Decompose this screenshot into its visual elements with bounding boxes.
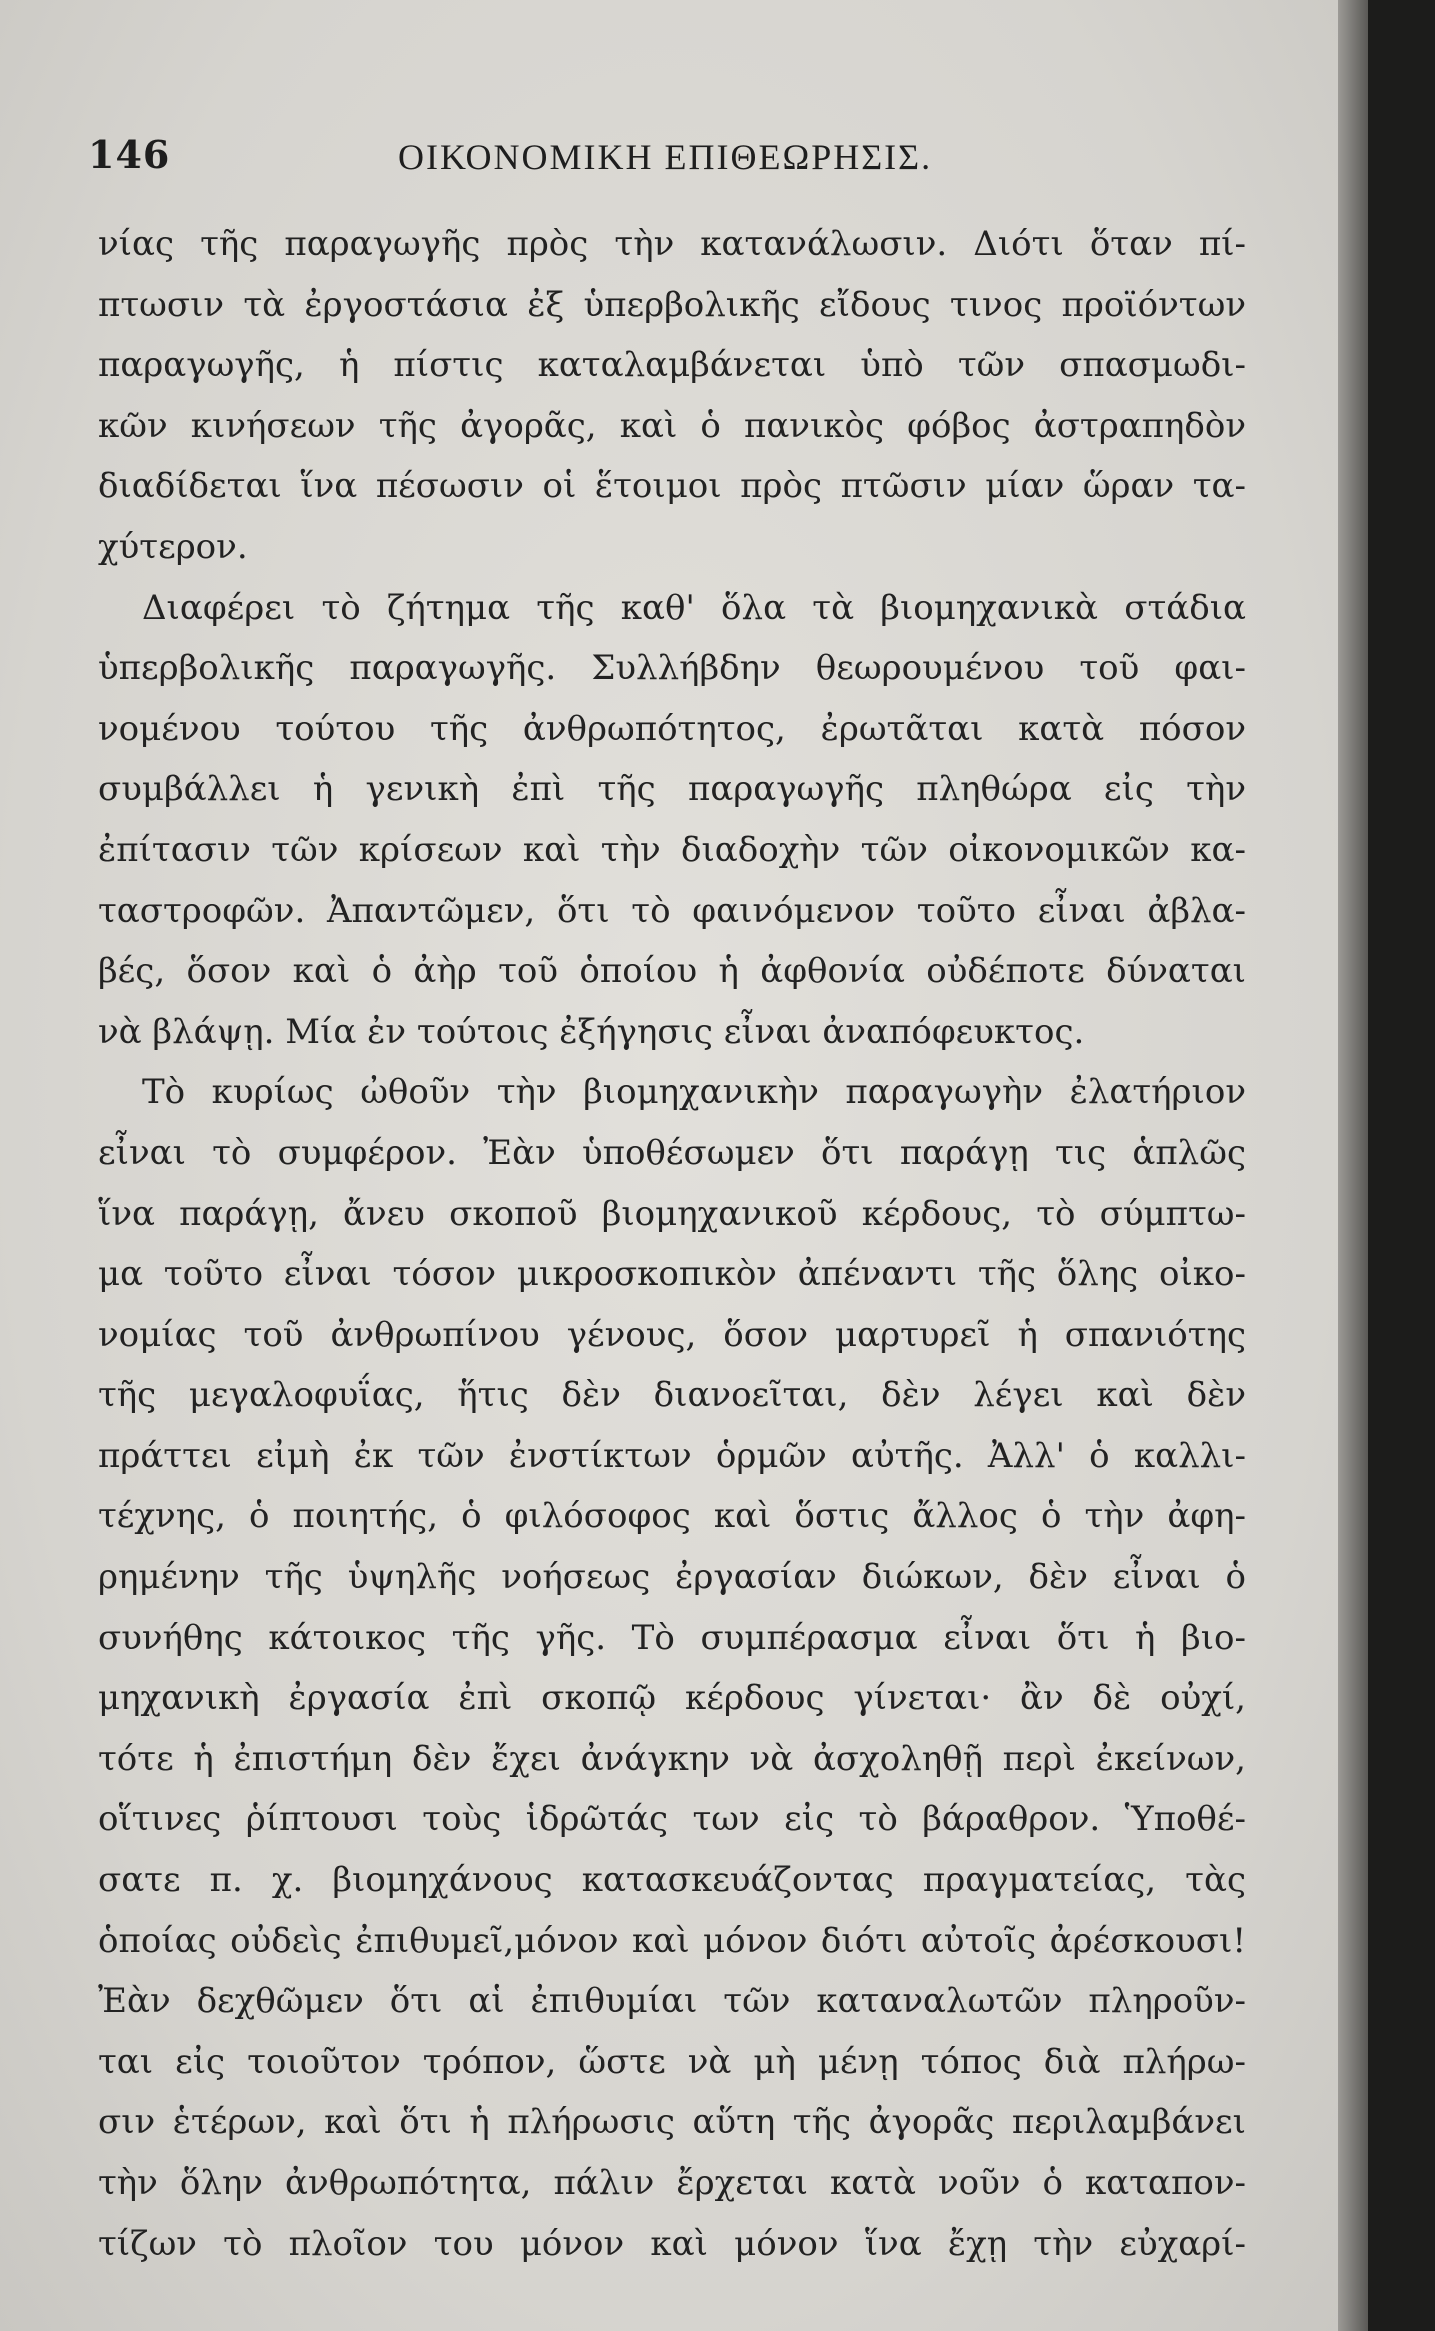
paragraph-start-line: Διαφέρει τὸ ζήτημα τῆς καθ' ὅλα τὰ βιομηχανικὰ στάδια <box>142 587 1246 628</box>
text-line: μηχανικὴ ἐργασία ἐπὶ σκοπῷ κέρδους γίνεται· ἂν δὲ οὐχί, <box>98 1678 1246 1719</box>
text-line: νίας τῆς παραγωγῆς πρὸς τὴν κατανάλωσιν. Διότι ὅταν πί- <box>98 224 1246 264</box>
page-number: 146 <box>88 132 171 177</box>
text-line: σιν ἑτέρων, καὶ ὅτι ἡ πλήρωσις αὕτη τῆς ἀγορᾶς περιλαμβάνει <box>98 2102 1246 2143</box>
text-line: ἵνα παράγῃ, ἄνευ σκοποῦ βιομηχανικοῦ κέρδους, τὸ σύμπτω- <box>98 1193 1246 1234</box>
text-line: χύτερον. <box>98 526 248 567</box>
text-line: πράττει εἰμὴ ἐκ τῶν ἐνστίκτων ὁρμῶν αὐτῆς. Ἀλλ' ὁ καλλι- <box>98 1435 1246 1476</box>
text-line: κῶν κινήσεων τῆς ἀγορᾶς, καὶ ὁ πανικὸς φόβος ἀστραπηδὸν <box>98 405 1246 446</box>
text-line: ὑπερβολικῆς παραγωγῆς. Συλλήβδην θεωρουμένου τοῦ φαι- <box>98 648 1246 689</box>
text-line: βές, ὅσον καὶ ὁ ἀὴρ τοῦ ὁποίου ἡ ἀφθονία οὐδέποτε δύναται <box>98 951 1246 992</box>
page-header <box>88 132 1268 188</box>
book-spine <box>1368 0 1435 2331</box>
text-line: σατε π. χ. βιομηχάνους κατασκευάζοντας πραγματείας, τὰς <box>98 1860 1246 1901</box>
text-line: ἐπίτασιν τῶν κρίσεων καὶ τὴν διαδοχὴν τῶν οἰκονομικῶν κα- <box>98 829 1246 870</box>
text-line: εἶναι τὸ συμφέρον. Ἐὰν ὑποθέσωμεν ὅτι παράγῃ τις ἁπλῶς <box>98 1132 1246 1173</box>
text-line: διαδίδεται ἵνα πέσωσιν οἱ ἕτοιμοι πρὸς πτῶσιν μίαν ὥραν τα- <box>98 466 1246 507</box>
text-line: συμβάλλει ἡ γενικὴ ἐπὶ τῆς παραγωγῆς πληθώρα εἰς τὴν <box>98 769 1246 810</box>
text-line: ρημένην τῆς ὑψηλῆς νοήσεως ἐργασίαν διώκων, δὲν εἶναι ὁ <box>98 1557 1246 1598</box>
text-line: πτωσιν τὰ ἐργοστάσια ἐξ ὑπερβολικῆς εἴδους τινος προϊόντων <box>98 284 1246 325</box>
running-head: ΟΙΚΟΝΟΜΙΚΗ ΕΠΙΘΕΩΡΗΣΙΣ. <box>398 137 933 177</box>
paragraph-start-line: Τὸ κυρίως ὠθοῦν τὴν βιομηχανικὴν παραγωγὴν ἐλατήριον <box>142 1072 1246 1113</box>
body-text <box>98 214 1246 2274</box>
text-line: ται εἰς τοιοῦτον τρόπον, ὥστε νὰ μὴ μένῃ τόπος διὰ πλήρω- <box>98 2041 1246 2082</box>
text-line: τὴν ὅλην ἀνθρωπότητα, πάλιν ἔρχεται κατὰ νοῦν ὁ καταπον- <box>98 2163 1246 2203</box>
text-line: παραγωγῆς, ἡ πίστις καταλαμβάνεται ὑπὸ τῶν σπασμωδι- <box>98 345 1246 386</box>
text-line: ταστροφῶν. Ἀπαντῶμεν, ὅτι τὸ φαινόμενον τοῦτο εἶναι ἀβλα- <box>98 890 1246 931</box>
text-line: Ἐὰν δεχθῶμεν ὅτι αἱ ἐπιθυμίαι τῶν καταναλωτῶν πληροῦν- <box>98 1981 1246 2022</box>
text-line: νομίας τοῦ ἀνθρωπίνου γένους, ὅσον μαρτυρεῖ ἡ σπανιότης <box>98 1314 1246 1355</box>
text-line: νὰ βλάψῃ. Μία ἐν τούτοις ἐξήγησις εἶναι ἀναπόφευκτος. <box>98 1011 1085 1052</box>
text-line: ὁποίας οὐδεὶς ἐπιθυμεῖ,μόνον καὶ μόνον διότι αὐτοῖς ἀρέσκουσι! <box>98 1920 1246 1961</box>
text-line: τῆς μεγαλοφυΐας, ἥτις δὲν διανοεῖται, δὲν λέγει καὶ δὲν <box>98 1375 1246 1416</box>
text-line: μα τοῦτο εἶναι τόσον μικροσκοπικὸν ἀπέναντι τῆς ὅλης οἰκο- <box>98 1254 1246 1295</box>
text-line: συνήθης κάτοικος τῆς γῆς. Τὸ συμπέρασμα εἶναι ὅτι ἡ βιο- <box>98 1617 1246 1658</box>
text-line: νομένου τούτου τῆς ἀνθρωπότητος, ἐρωτᾶται κατὰ πόσον <box>98 708 1246 749</box>
text-line: τότε ἡ ἐπιστήμη δὲν ἔχει ἀνάγκην νὰ ἀσχοληθῇ περὶ ἐκείνων, <box>98 1738 1246 1779</box>
page-edge <box>1338 0 1368 2331</box>
text-line: τίζων τὸ πλοῖον του μόνον καὶ μόνον ἵνα ἔχῃ τὴν εὐχαρί- <box>98 2223 1246 2264</box>
text-line: τέχνης, ὁ ποιητής, ὁ φιλόσοφος καὶ ὅστις ἄλλος ὁ τὴν ἀφη- <box>98 1496 1246 1537</box>
text-line: οἵτινες ῥίπτουσι τοὺς ἱδρῶτάς των εἰς τὸ βάραθρον. Ὑποθέ- <box>98 1799 1246 1840</box>
